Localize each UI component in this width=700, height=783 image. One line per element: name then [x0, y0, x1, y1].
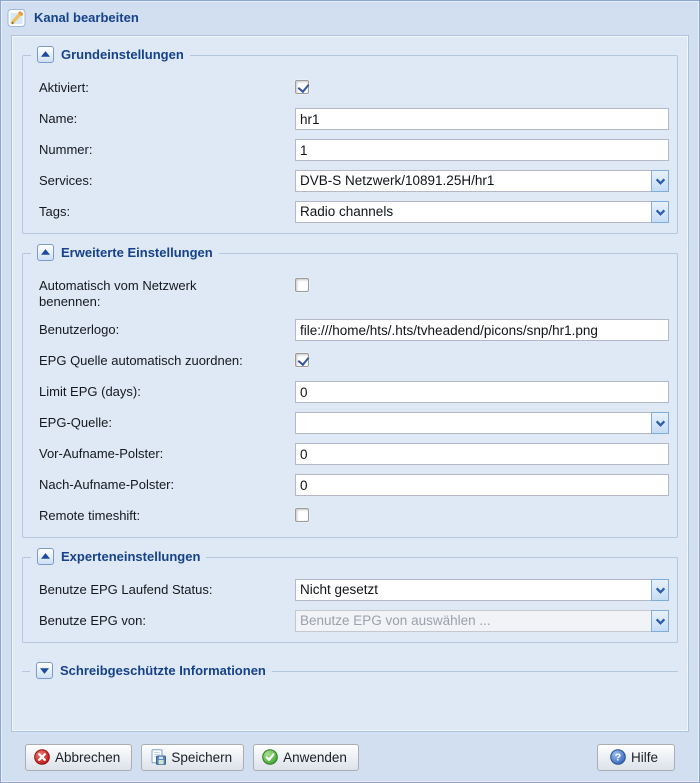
chevron-down-icon[interactable] — [651, 579, 669, 601]
services-combo[interactable] — [295, 170, 669, 192]
enabled-label: Aktiviert: — [39, 80, 89, 95]
number-label: Nummer: — [39, 142, 93, 157]
autoname-label: Automatisch vom Netzwerk benennen: — [39, 278, 197, 309]
form-row-name — [39, 108, 669, 130]
fieldset-expert-legend — [31, 548, 206, 565]
cancel-button[interactable] — [25, 744, 132, 771]
form-row-epgsource — [39, 412, 669, 434]
epgauto-field-area — [295, 350, 669, 367]
prepad-label: Vor-Aufname-Polster: — [39, 446, 164, 461]
timeshift-field-area — [295, 505, 669, 522]
edit-pencil-icon — [7, 8, 27, 28]
form-row-number — [39, 139, 669, 161]
epgsource-label: EPG-Quelle: — [39, 415, 112, 430]
chevron-down-icon[interactable] — [651, 170, 669, 192]
prepad-field-area — [295, 443, 669, 465]
svg-text:?: ? — [614, 751, 622, 764]
help-button-label: Hilfe — [630, 749, 658, 765]
form-row-enabled — [39, 77, 669, 99]
epglimit-field-area — [295, 381, 669, 403]
fieldset-readonly-legend — [30, 662, 272, 679]
epgrunning-label: Benutze EPG Laufend Status: — [39, 582, 213, 597]
epgsource-combo[interactable] — [295, 412, 669, 434]
epgauto-checkbox[interactable] — [295, 353, 309, 367]
userlogo-label: Benutzerlogo: — [39, 322, 120, 337]
epgfrom-combo[interactable] — [295, 610, 669, 632]
form-row-autoname — [39, 275, 669, 310]
epgrunning-combo[interactable] — [295, 579, 669, 601]
chevron-down-icon[interactable] — [651, 610, 669, 632]
fieldset-advanced-title: Erweiterte Einstellungen — [61, 245, 213, 260]
epgsource-field-area — [295, 412, 669, 434]
chevron-down-icon[interactable] — [651, 201, 669, 223]
save-button[interactable] — [141, 744, 244, 771]
fieldset-advanced-legend — [31, 244, 219, 261]
postpad-input[interactable] — [295, 474, 669, 496]
save-button-label: Speichern — [171, 749, 233, 765]
fieldset-basic-settings — [22, 47, 678, 234]
timeshift-checkbox[interactable] — [295, 508, 309, 522]
save-disk-icon — [150, 749, 166, 765]
help-button[interactable] — [597, 744, 675, 771]
fieldset-readonly-info — [22, 663, 678, 678]
autoname-checkbox[interactable] — [295, 278, 309, 292]
number-field-area — [295, 139, 669, 161]
epgfrom-combo-placeholder[interactable]: Benutze EPG von auswählen ... — [295, 610, 652, 632]
enabled-checkbox[interactable] — [295, 80, 309, 94]
tags-combo-value[interactable]: Radio channels — [295, 201, 652, 223]
dialog-footer — [11, 741, 689, 773]
fieldset-expert-settings — [22, 549, 678, 643]
number-input[interactable] — [295, 139, 669, 161]
epgfrom-label: Benutze EPG von: — [39, 613, 146, 628]
expand-toggle-icon[interactable] — [36, 662, 53, 679]
userlogo-input[interactable] — [295, 319, 669, 341]
epglimit-label: Limit EPG (days): — [39, 384, 141, 399]
tags-combo[interactable] — [295, 201, 669, 223]
fieldset-readonly-title: Schreibgeschützte Informationen — [60, 663, 266, 678]
services-combo-value[interactable]: DVB-S Netzwerk/10891.25H/hr1 — [295, 170, 652, 192]
collapse-toggle-icon[interactable] — [37, 548, 54, 565]
enabled-field-area — [295, 77, 669, 94]
form-row-epgrunning — [39, 579, 669, 601]
fieldset-expert-title: Experteneinstellungen — [61, 549, 201, 564]
form-row-epgauto — [39, 350, 669, 372]
fieldset-advanced-settings — [22, 245, 678, 538]
services-field-area — [295, 170, 669, 192]
collapse-toggle-icon[interactable] — [37, 46, 54, 63]
form-row-postpad — [39, 474, 669, 496]
postpad-label: Nach-Aufname-Polster: — [39, 477, 175, 492]
chevron-down-icon[interactable] — [651, 412, 669, 434]
form-row-epgfrom — [39, 610, 669, 632]
name-input[interactable] — [295, 108, 669, 130]
form-row-services — [39, 170, 669, 192]
timeshift-label: Remote timeshift: — [39, 508, 141, 523]
form-row-timeshift — [39, 505, 669, 527]
cancel-icon — [34, 749, 50, 765]
postpad-field-area — [295, 474, 669, 496]
window-title: Kanal bearbeiten — [34, 9, 139, 25]
apply-check-icon — [262, 749, 278, 765]
apply-button-label: Anwenden — [283, 749, 347, 765]
help-question-icon — [610, 749, 626, 765]
userlogo-field-area — [295, 319, 669, 341]
name-field-area — [295, 108, 669, 130]
epgsource-combo-value[interactable] — [295, 412, 652, 434]
window-titlebar[interactable] — [7, 5, 693, 31]
form-row-userlogo — [39, 319, 669, 341]
tags-field-area — [295, 201, 669, 223]
epgauto-label: EPG Quelle automatisch zuordnen: — [39, 353, 243, 368]
epgrunning-combo-value[interactable]: Nicht gesetzt — [295, 579, 652, 601]
fieldset-basic-title: Grundeinstellungen — [61, 47, 184, 62]
collapse-toggle-icon[interactable] — [37, 244, 54, 261]
cancel-button-label: Abbrechen — [55, 749, 121, 765]
services-label: Services: — [39, 173, 93, 188]
epgfrom-field-area — [295, 610, 669, 632]
apply-button[interactable] — [253, 744, 359, 771]
tags-label: Tags: — [39, 204, 71, 219]
autoname-field-area — [295, 275, 669, 292]
form-row-epglimit — [39, 381, 669, 403]
epglimit-input[interactable] — [295, 381, 669, 403]
form-panel — [11, 35, 689, 732]
fieldset-basic-legend — [31, 46, 190, 63]
prepad-input[interactable] — [295, 443, 669, 465]
form-row-prepad — [39, 443, 669, 465]
form-row-tags — [39, 201, 669, 223]
epgrunning-field-area — [295, 579, 669, 601]
name-label: Name: — [39, 111, 78, 126]
